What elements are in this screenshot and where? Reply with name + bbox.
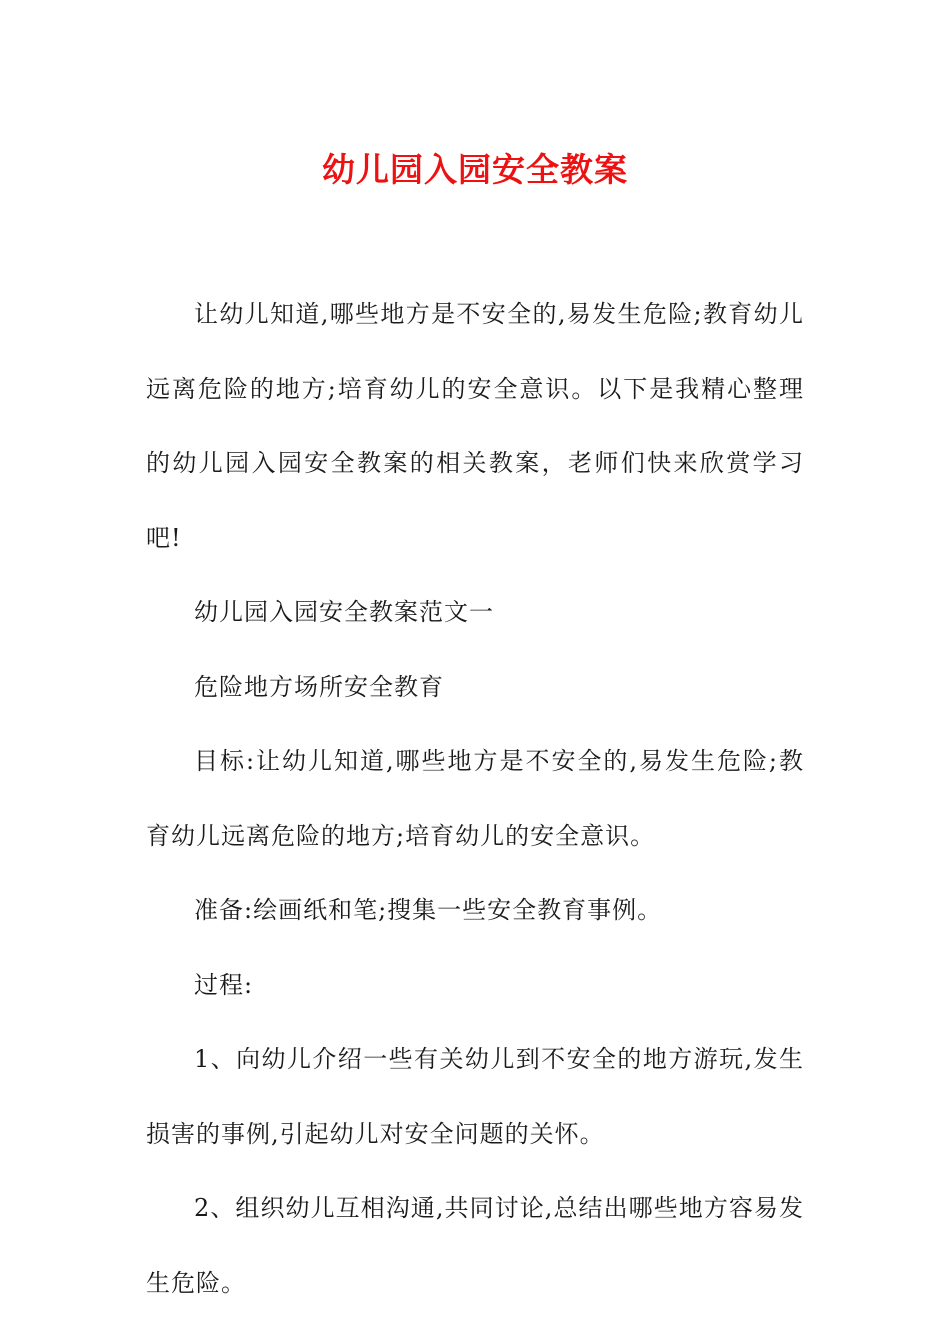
step-two-paragraph: 2、组织幼儿互相沟通,共同讨论,总结出哪些地方容易发生危险。: [146, 1194, 804, 1297]
intro-paragraph: 让幼儿知道,哪些地方是不安全的,易发生危险;教育幼儿远离危险的地方;培育幼儿的安全意识。以下是我精心整理的幼儿园入园安全教案的相关教案，老师们快来欣赏学习吧!: [146, 300, 804, 552]
preparation-paragraph: 准备:绘画纸和笔;搜集一些安全教育事例。: [194, 896, 663, 924]
goal-paragraph: 目标:让幼儿知道,哪些地方是不安全的,易发生危险;教育幼儿远离危险的地方;培育幼儿的安全意识。: [146, 747, 804, 850]
section-heading: 幼儿园入园安全教案范文一: [194, 598, 494, 626]
document-title: 幼儿园入园安全教案: [322, 150, 628, 189]
document-body: [146, 277, 804, 1320]
process-heading: 过程:: [194, 970, 254, 999]
subsection-heading: 危险地方场所安全教育: [194, 672, 444, 701]
step-one-paragraph: 1、向幼儿介绍一些有关幼儿到不安全的地方游玩,发生损害的事例,引起幼儿对安全问题的关怀。: [146, 1045, 804, 1148]
